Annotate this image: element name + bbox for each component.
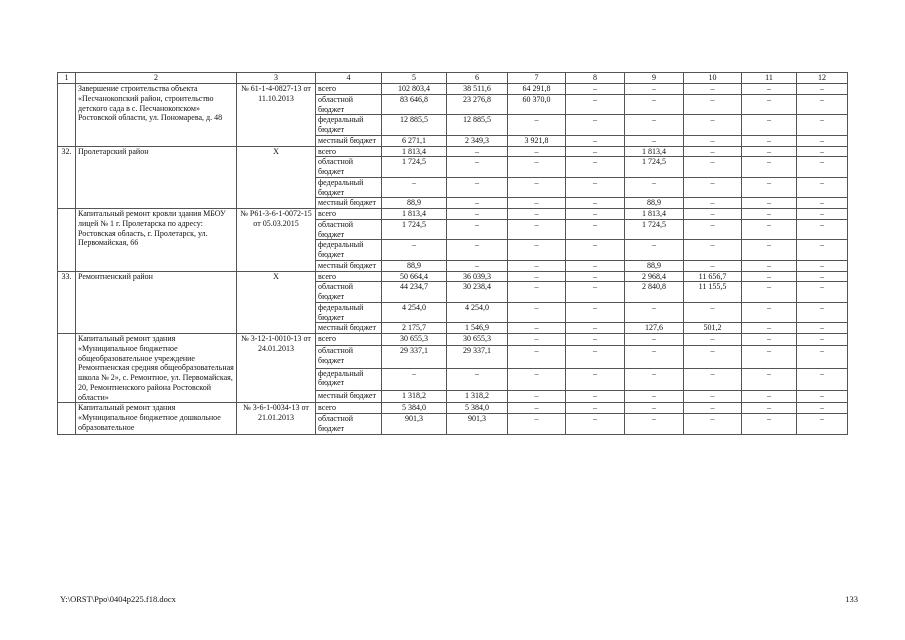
value-cell: –: [684, 94, 742, 115]
value-cell: –: [742, 414, 797, 435]
table-row: [58, 334, 848, 346]
value-cell: –: [797, 198, 848, 209]
document-ref: № 3-6-1-0034-13 от 21.01.2013: [237, 403, 316, 434]
funding-source: федеральный бюджет: [316, 302, 382, 323]
row-number: 33.: [58, 271, 76, 334]
header-cell: 7: [508, 73, 566, 84]
object-name: Капитальный ремонт здания «Муниципальное бюджетное дошкольное образовательное: [76, 403, 237, 434]
table-row: [58, 209, 848, 220]
value-cell: –: [508, 414, 566, 435]
value-cell: –: [508, 345, 566, 368]
value-cell: –: [566, 209, 625, 220]
value-cell: –: [742, 219, 797, 240]
value-cell: –: [447, 219, 508, 240]
funding-source: федеральный бюджет: [316, 368, 382, 391]
value-cell: –: [797, 334, 848, 346]
funding-source: всего: [316, 146, 382, 157]
value-cell: –: [684, 135, 742, 146]
value-cell: 5 384,0: [447, 403, 508, 414]
value-cell: –: [742, 177, 797, 198]
value-cell: –: [797, 414, 848, 435]
value-cell: –: [566, 323, 625, 334]
value-cell: –: [566, 135, 625, 146]
value-cell: –: [797, 157, 848, 178]
table-row: [58, 146, 848, 157]
value-cell: 1 546,9: [447, 323, 508, 334]
value-cell: –: [508, 198, 566, 209]
value-cell: –: [566, 219, 625, 240]
value-cell: –: [684, 198, 742, 209]
value-cell: 1 318,2: [447, 391, 508, 403]
value-cell: 36 039,3: [447, 271, 508, 282]
value-cell: –: [566, 282, 625, 303]
table-body: [58, 84, 848, 435]
row-number: [58, 403, 76, 434]
value-cell: 88,9: [382, 198, 447, 209]
object-name: Пролетарский район: [76, 146, 237, 209]
value-cell: –: [508, 209, 566, 220]
funding-source: областной бюджет: [316, 219, 382, 240]
value-cell: –: [508, 157, 566, 178]
value-cell: 1 724,5: [382, 157, 447, 178]
value-cell: –: [797, 135, 848, 146]
funding-source: областной бюджет: [316, 345, 382, 368]
value-cell: –: [508, 282, 566, 303]
header-cell: 3: [237, 73, 316, 84]
header-cell: 12: [797, 73, 848, 84]
value-cell: –: [797, 219, 848, 240]
value-cell: –: [508, 302, 566, 323]
value-cell: –: [566, 146, 625, 157]
row-number: [58, 334, 76, 403]
value-cell: 901,3: [447, 414, 508, 435]
value-cell: 2 349,3: [447, 135, 508, 146]
header-cell: 4: [316, 73, 382, 84]
value-cell: –: [566, 115, 625, 136]
document-ref: № Р61-3-6-1-0072-15 от 05.03.2015: [237, 209, 316, 272]
value-cell: –: [742, 240, 797, 261]
value-cell: 1 813,4: [382, 146, 447, 157]
value-cell: –: [508, 323, 566, 334]
value-cell: –: [625, 115, 684, 136]
value-cell: 6 271,1: [382, 135, 447, 146]
value-cell: –: [566, 414, 625, 435]
value-cell: –: [742, 334, 797, 346]
value-cell: –: [684, 260, 742, 271]
value-cell: 29 337,1: [382, 345, 447, 368]
table-row: [58, 271, 848, 282]
value-cell: 2 968,4: [625, 271, 684, 282]
funding-source: местный бюджет: [316, 391, 382, 403]
header-cell: 8: [566, 73, 625, 84]
row-number: [58, 84, 76, 147]
value-cell: –: [684, 84, 742, 95]
funding-source: всего: [316, 334, 382, 346]
value-cell: –: [508, 219, 566, 240]
value-cell: –: [684, 302, 742, 323]
value-cell: –: [447, 240, 508, 261]
value-cell: 1 724,5: [625, 157, 684, 178]
value-cell: –: [684, 240, 742, 261]
value-cell: –: [625, 177, 684, 198]
table-header: [58, 73, 848, 84]
value-cell: 3 921,8: [508, 135, 566, 146]
document-ref: № 61-1-4-0827-13 от 11.10.2013: [237, 84, 316, 147]
value-cell: 30 655,3: [382, 334, 447, 346]
value-cell: –: [797, 84, 848, 95]
value-cell: –: [382, 177, 447, 198]
funding-source: областной бюджет: [316, 282, 382, 303]
value-cell: –: [797, 302, 848, 323]
value-cell: –: [684, 209, 742, 220]
value-cell: –: [742, 260, 797, 271]
value-cell: –: [566, 302, 625, 323]
value-cell: –: [797, 345, 848, 368]
funding-source: областной бюджет: [316, 414, 382, 435]
funding-source: федеральный бюджет: [316, 177, 382, 198]
value-cell: 2 840,8: [625, 282, 684, 303]
value-cell: –: [566, 157, 625, 178]
document-ref: Х: [237, 146, 316, 209]
value-cell: –: [742, 391, 797, 403]
funding-source: всего: [316, 271, 382, 282]
value-cell: 88,9: [625, 198, 684, 209]
value-cell: 30 238,4: [447, 282, 508, 303]
value-cell: 1 724,5: [625, 219, 684, 240]
footer-page-number: 133: [845, 594, 858, 604]
value-cell: –: [625, 403, 684, 414]
value-cell: 23 276,8: [447, 94, 508, 115]
value-cell: –: [684, 177, 742, 198]
value-cell: 127,6: [625, 323, 684, 334]
value-cell: –: [684, 345, 742, 368]
value-cell: –: [742, 323, 797, 334]
funding-source: областной бюджет: [316, 94, 382, 115]
value-cell: 4 254,0: [447, 302, 508, 323]
value-cell: –: [684, 219, 742, 240]
value-cell: 38 511,6: [447, 84, 508, 95]
value-cell: 5 384,0: [382, 403, 447, 414]
value-cell: –: [447, 198, 508, 209]
budget-table: [57, 72, 848, 435]
value-cell: –: [742, 345, 797, 368]
value-cell: –: [566, 368, 625, 391]
value-cell: –: [508, 177, 566, 198]
value-cell: –: [684, 115, 742, 136]
value-cell: –: [742, 271, 797, 282]
table-row: [58, 403, 848, 414]
value-cell: –: [742, 302, 797, 323]
value-cell: –: [797, 282, 848, 303]
value-cell: 1 813,4: [625, 209, 684, 220]
value-cell: –: [797, 94, 848, 115]
value-cell: –: [625, 84, 684, 95]
object-name: Капитальный ремонт кровли здания МБОУ лицей № 1 г. Пролетарска по адресу: Ростовская область, г. Пролетарск, ул. Первомайская, 66: [76, 209, 237, 272]
value-cell: –: [566, 198, 625, 209]
value-cell: 12 885,5: [447, 115, 508, 136]
value-cell: –: [508, 115, 566, 136]
value-cell: –: [447, 146, 508, 157]
funding-source: местный бюджет: [316, 260, 382, 271]
value-cell: –: [797, 271, 848, 282]
funding-source: всего: [316, 403, 382, 414]
value-cell: –: [684, 414, 742, 435]
object-name: Капитальный ремонт здания «Муниципальное бюджетное общеобразовательное учреждение Ремонтненская средняя общеобразовательная школа № 2», с. Ремонтное, ул. Первомайская, 20, Ремонтненского района Ростовской области»: [76, 334, 237, 403]
value-cell: 44 234,7: [382, 282, 447, 303]
funding-source: местный бюджет: [316, 135, 382, 146]
funding-source: местный бюджет: [316, 198, 382, 209]
funding-source: всего: [316, 84, 382, 95]
value-cell: 29 337,1: [447, 345, 508, 368]
value-cell: –: [625, 135, 684, 146]
header-cell: 10: [684, 73, 742, 84]
value-cell: –: [447, 157, 508, 178]
object-name: Завершение строительства объекта «Песчанокопский район, строительство детского сада в с. Песчанокопском» Ростовской области, ул. Пономарева, д. 48: [76, 84, 237, 147]
value-cell: 83 646,8: [382, 94, 447, 115]
value-cell: –: [742, 209, 797, 220]
value-cell: –: [742, 94, 797, 115]
table-row: [58, 84, 848, 95]
value-cell: –: [447, 368, 508, 391]
header-cell: 11: [742, 73, 797, 84]
value-cell: 12 885,5: [382, 115, 447, 136]
value-cell: –: [508, 146, 566, 157]
value-cell: –: [382, 240, 447, 261]
row-number: 32.: [58, 146, 76, 209]
footer-file-path: Y:\ORST\Ppo\0404p225.f18.docx: [60, 594, 176, 604]
value-cell: –: [742, 146, 797, 157]
document-ref: № 3-12-1-0010-13 от 24.01.2013: [237, 334, 316, 403]
value-cell: –: [625, 345, 684, 368]
value-cell: –: [797, 240, 848, 261]
value-cell: 1 724,5: [382, 219, 447, 240]
value-cell: –: [797, 260, 848, 271]
value-cell: –: [625, 391, 684, 403]
value-cell: 901,3: [382, 414, 447, 435]
funding-source: местный бюджет: [316, 323, 382, 334]
header-cell: 2: [76, 73, 237, 84]
value-cell: –: [508, 260, 566, 271]
value-cell: –: [566, 334, 625, 346]
funding-source: областной бюджет: [316, 157, 382, 178]
value-cell: –: [797, 323, 848, 334]
funding-source: всего: [316, 209, 382, 220]
value-cell: –: [566, 391, 625, 403]
value-cell: –: [566, 94, 625, 115]
value-cell: –: [625, 414, 684, 435]
value-cell: –: [508, 403, 566, 414]
value-cell: 501,2: [684, 323, 742, 334]
row-number: [58, 209, 76, 272]
value-cell: –: [742, 198, 797, 209]
value-cell: –: [566, 345, 625, 368]
value-cell: 102 803,4: [382, 84, 447, 95]
value-cell: 88,9: [625, 260, 684, 271]
value-cell: –: [447, 260, 508, 271]
value-cell: 11 656,7: [684, 271, 742, 282]
document-ref: Х: [237, 271, 316, 334]
header-cell: 6: [447, 73, 508, 84]
value-cell: –: [566, 260, 625, 271]
value-cell: –: [447, 209, 508, 220]
value-cell: –: [742, 84, 797, 95]
value-cell: –: [566, 271, 625, 282]
value-cell: –: [566, 403, 625, 414]
value-cell: –: [797, 146, 848, 157]
value-cell: 64 291,8: [508, 84, 566, 95]
value-cell: –: [797, 209, 848, 220]
value-cell: –: [742, 282, 797, 303]
value-cell: –: [684, 391, 742, 403]
value-cell: –: [625, 368, 684, 391]
value-cell: –: [566, 84, 625, 95]
value-cell: –: [625, 240, 684, 261]
value-cell: –: [797, 391, 848, 403]
value-cell: –: [742, 135, 797, 146]
value-cell: –: [684, 146, 742, 157]
header-cell: 5: [382, 73, 447, 84]
value-cell: –: [684, 403, 742, 414]
value-cell: –: [508, 271, 566, 282]
value-cell: –: [625, 302, 684, 323]
object-name: Ремонтненский район: [76, 271, 237, 334]
value-cell: –: [508, 240, 566, 261]
value-cell: –: [797, 368, 848, 391]
value-cell: 2 175,7: [382, 323, 447, 334]
funding-source: федеральный бюджет: [316, 115, 382, 136]
header-cell: 9: [625, 73, 684, 84]
value-cell: –: [508, 334, 566, 346]
value-cell: –: [508, 368, 566, 391]
value-cell: –: [797, 403, 848, 414]
value-cell: 60 370,0: [508, 94, 566, 115]
value-cell: –: [684, 157, 742, 178]
value-cell: –: [797, 115, 848, 136]
value-cell: –: [566, 177, 625, 198]
funding-source: федеральный бюджет: [316, 240, 382, 261]
value-cell: –: [447, 177, 508, 198]
value-cell: –: [382, 368, 447, 391]
value-cell: –: [684, 334, 742, 346]
value-cell: –: [684, 368, 742, 391]
value-cell: –: [625, 334, 684, 346]
value-cell: –: [742, 157, 797, 178]
value-cell: –: [742, 115, 797, 136]
value-cell: –: [742, 368, 797, 391]
value-cell: –: [508, 391, 566, 403]
value-cell: 1 318,2: [382, 391, 447, 403]
value-cell: –: [566, 240, 625, 261]
value-cell: –: [797, 177, 848, 198]
header-cell: 1: [58, 73, 76, 84]
value-cell: 1 813,4: [382, 209, 447, 220]
value-cell: 4 254,0: [382, 302, 447, 323]
value-cell: 88,9: [382, 260, 447, 271]
value-cell: –: [625, 94, 684, 115]
value-cell: 30 655,3: [447, 334, 508, 346]
value-cell: 1 813,4: [625, 146, 684, 157]
value-cell: 50 664,4: [382, 271, 447, 282]
value-cell: 11 155,5: [684, 282, 742, 303]
value-cell: –: [742, 403, 797, 414]
